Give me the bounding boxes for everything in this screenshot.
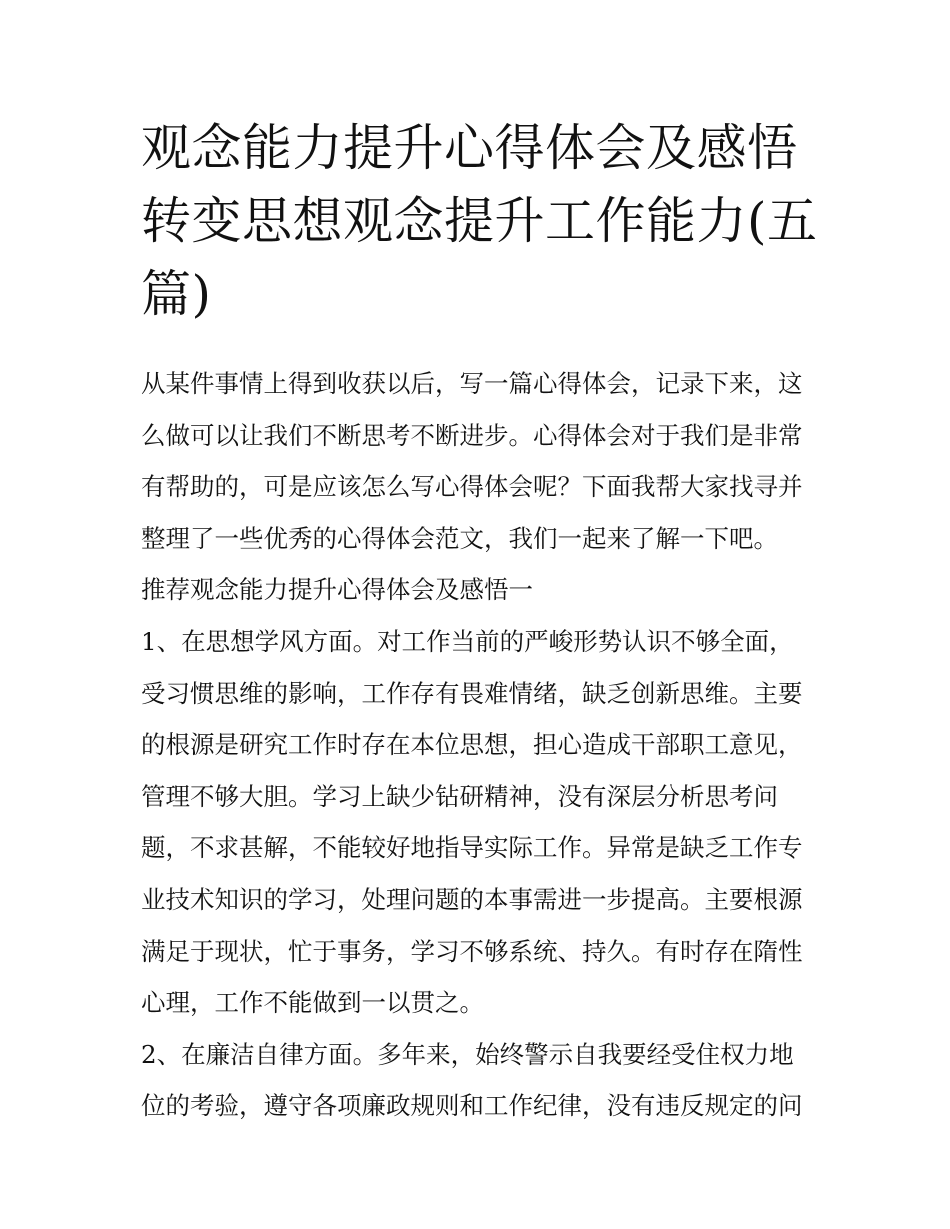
paragraph-intro: 从某件事情上得到收获以后，写一篇心得体会，记录下来，这么做可以让我们不断思考不断进步。心得体会对于我们是非常有帮助的，可是应该怎么写心得体会呢？下面我帮大家找寻并整理了一些优秀的心得体会范文，我们一起来了解一下吧。	[141, 369, 803, 553]
document-body	[141, 358, 817, 1132]
paragraph-item-2: 2、在廉洁自律方面。多年来，始终警示自我要经受住权力地位的考验，遵守各项廉政规则和工作纪律，没有违反规定的问	[141, 1039, 803, 1121]
document-title: 观念能力提升心得体会及感悟转变思想观念提升工作能力(五篇)	[141, 119, 818, 323]
paragraph-item-1: 1、在思想学风方面。对工作当前的严峻形势认识不够全面，受习惯思维的影响，工作存有畏难情绪，缺乏创新思维。主要的根源是研究工作时存在本位思想，担心造成干部职工意见，管理不够大胆。学习上缺少钻研精神，没有深层分析思考问题，不求甚解，不能较好地指导实际工作。异常是缺乏工作专业技术知识的学习，处理问题的本事需进一步提高。主要根源满足于现状，忙于事务，学习不够系统、持久。有时存在隋性心理，工作不能做到一以贯之。	[141, 626, 803, 1018]
paragraph-subheading: 推荐观念能力提升心得体会及感悟一	[141, 575, 533, 605]
